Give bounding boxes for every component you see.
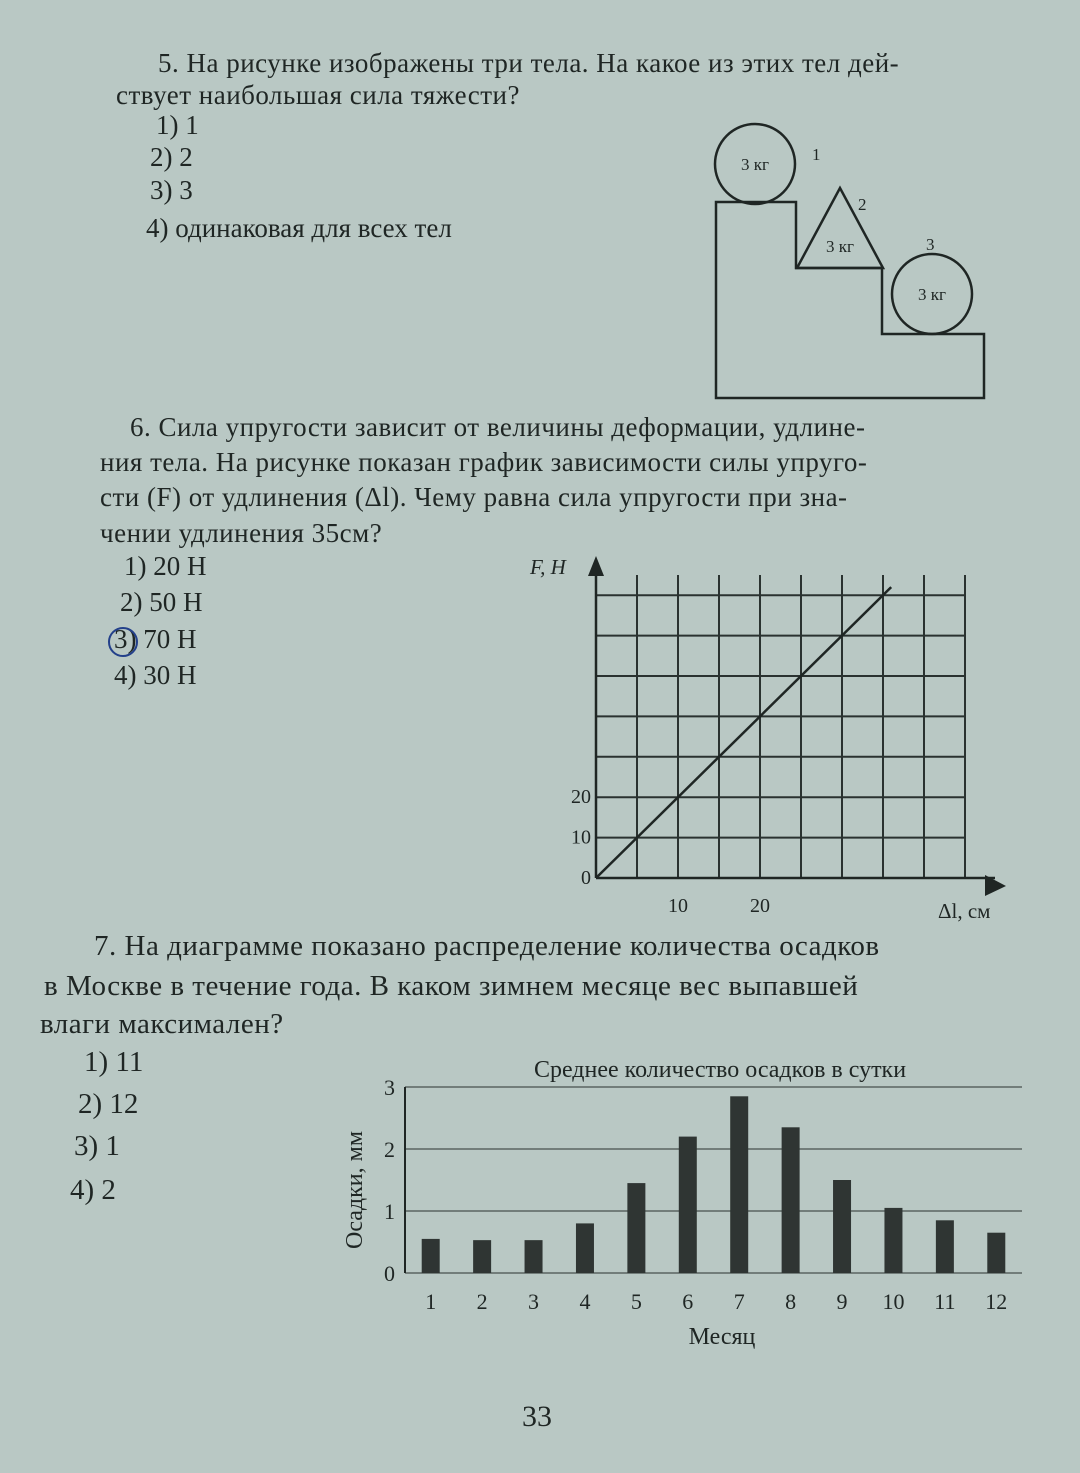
q6-text-line4: чении удлинения 35см? bbox=[100, 518, 383, 548]
x-axis-label: Δl, см bbox=[938, 899, 991, 923]
body-3-number: 3 bbox=[926, 235, 935, 254]
x-tick-label: 10 bbox=[882, 1289, 905, 1314]
y-tick-label: 0 bbox=[581, 867, 591, 889]
bar bbox=[679, 1137, 697, 1273]
y-tick-label: 1 bbox=[384, 1199, 395, 1224]
x-tick-label: 3 bbox=[528, 1289, 540, 1314]
y-axis-label: F, Н bbox=[530, 555, 566, 579]
q7-text-line1: 7. На диаграмме показано распределение количества осадков bbox=[94, 930, 880, 962]
x-tick-label: 10 bbox=[668, 895, 688, 917]
bar bbox=[987, 1233, 1005, 1273]
q7-option-4: 4) 2 bbox=[70, 1174, 116, 1206]
x-tick-label: 1 bbox=[425, 1289, 437, 1314]
y-tick-label: 10 bbox=[571, 826, 591, 849]
q5-option-3: 3) 3 bbox=[150, 175, 193, 205]
q7-option-2: 2) 12 bbox=[78, 1088, 139, 1120]
bar bbox=[730, 1096, 748, 1273]
bar bbox=[782, 1127, 800, 1273]
x-tick-label: 6 bbox=[682, 1289, 694, 1314]
chart-title: Среднее количество осадков в сутки bbox=[533, 1057, 907, 1083]
x-tick-label: 8 bbox=[785, 1289, 797, 1314]
bar bbox=[473, 1240, 491, 1273]
y-tick-label: 2 bbox=[384, 1137, 395, 1162]
x-tick-label: 11 bbox=[934, 1289, 956, 1314]
q6-text-line1: 6. Сила упругости зависит от величины деформации, удлине- bbox=[130, 412, 866, 442]
y-axis-label: Осадки, мм bbox=[342, 1130, 368, 1250]
x-axis-label: Месяц bbox=[688, 1324, 756, 1350]
q6-text-line3: сти (F) от удлинения (Δl). Чему равна сила упругости при зна- bbox=[100, 482, 848, 512]
body-1-number: 1 bbox=[812, 145, 821, 164]
body-2-mass: 3 кг bbox=[826, 237, 854, 256]
q6-text-line2: ния тела. На рисунке показан график зависимости силы упруго- bbox=[100, 447, 868, 477]
x-tick-label: 9 bbox=[836, 1289, 848, 1314]
x-tick-label: 4 bbox=[579, 1289, 591, 1314]
q5-text-line2: ствует наибольшая сила тяжести? bbox=[116, 80, 520, 110]
bar bbox=[576, 1223, 594, 1273]
q6-option-2: 2) 50 Н bbox=[120, 587, 203, 617]
bar bbox=[884, 1208, 902, 1273]
bar bbox=[936, 1220, 954, 1273]
bar bbox=[525, 1240, 543, 1273]
body-2-number: 2 bbox=[858, 195, 867, 214]
bar bbox=[422, 1239, 440, 1273]
y-tick-label: 0 bbox=[384, 1261, 395, 1286]
bar bbox=[627, 1183, 645, 1273]
q6-option-1: 1) 20 Н bbox=[124, 551, 207, 581]
y-tick-label: 3 bbox=[384, 1075, 395, 1100]
q5-option-1: 1) 1 bbox=[156, 110, 199, 140]
q7-text-line3: влаги максимален? bbox=[40, 1008, 284, 1040]
q7-option-3: 3) 1 bbox=[74, 1130, 120, 1162]
q5-text-line1: 5. На рисунке изображены три тела. На какое из этих тел дей- bbox=[158, 48, 900, 78]
x-tick-label: 7 bbox=[733, 1289, 745, 1314]
x-tick-label: 20 bbox=[750, 895, 770, 917]
bar bbox=[833, 1180, 851, 1273]
x-tick-label: 2 bbox=[476, 1289, 488, 1314]
body-1-mass: 3 кг bbox=[741, 155, 769, 174]
q7-option-1: 1) 11 bbox=[84, 1046, 144, 1078]
q7-text-line2: в Москве в течение года. В каком зимнем месяце вес выпавшей bbox=[44, 970, 859, 1002]
x-tick-label: 5 bbox=[630, 1289, 642, 1314]
y-tick-label: 20 bbox=[571, 786, 591, 809]
q5-option-4: 4) одинаковая для всех тел bbox=[146, 213, 452, 243]
q6-option-3: 3) 70 Н bbox=[114, 624, 197, 654]
x-tick-label: 12 bbox=[985, 1289, 1008, 1314]
q5-option-2: 2) 2 bbox=[150, 142, 193, 172]
page-number: 33 bbox=[522, 1400, 552, 1433]
q6-option-4: 4) 30 Н bbox=[114, 660, 197, 690]
body-3-mass: 3 кг bbox=[918, 285, 946, 304]
